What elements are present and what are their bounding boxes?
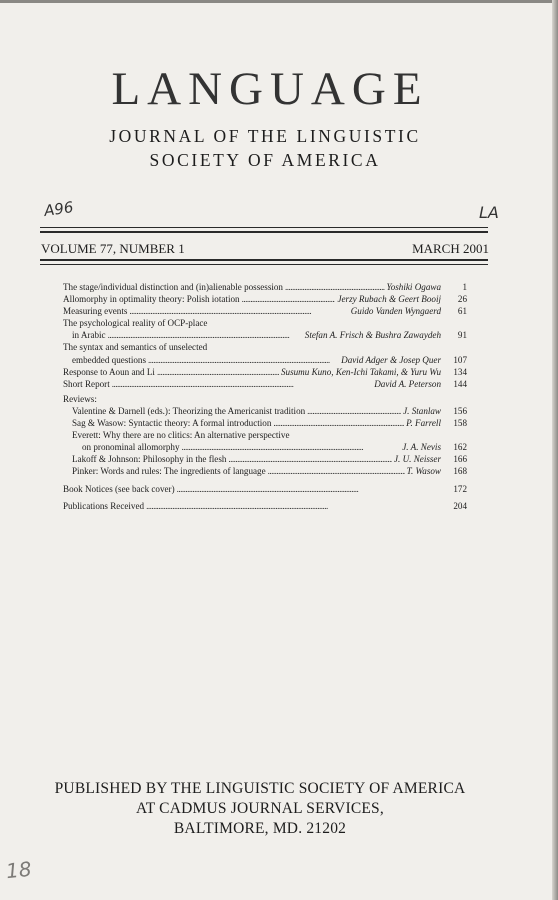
top-rule-thick (40, 231, 488, 233)
toc-title: The psychological reality of OCP-place (63, 318, 208, 329)
middle-rule (40, 264, 488, 265)
imprint-line-3: BALTIMORE, MD. 21202 (173, 820, 347, 837)
toc-page: 26 (457, 294, 467, 305)
toc-entry (63, 405, 467, 417)
toc-page: 168 (453, 466, 467, 477)
journal-title: LANGUAGE (111, 63, 429, 115)
toc-author: Guido Vanden Wyngaerd (350, 306, 441, 317)
toc-entry (63, 500, 467, 512)
toc-entry (63, 429, 467, 441)
toc-author: J. U. Neisser (394, 454, 441, 465)
toc-author: T. Wasow (406, 466, 441, 477)
toc-page: 204 (453, 500, 467, 511)
toc-title: The syntax and semantics of unselected (63, 342, 208, 353)
issue-date: MARCH 2001 (412, 241, 489, 256)
toc-entry (63, 317, 467, 329)
toc-page: 156 (453, 405, 467, 416)
toc-title: Response to Aoun and Li (63, 366, 155, 377)
toc-leader (268, 465, 405, 477)
handwritten-note-bottom: 18 (4, 856, 33, 884)
toc-leader (307, 405, 401, 417)
toc-leader (242, 293, 336, 305)
toc-author: David A. Peterson (374, 378, 441, 389)
toc-title: Book Notices (see back cover) (63, 483, 175, 494)
imprint-line-1: PUBLISHED BY THE LINGUISTIC SOCIETY OF AMERICA (54, 780, 466, 797)
middle-rule-thick (40, 259, 488, 261)
page-right-edge (552, 0, 558, 900)
toc-leader (146, 500, 439, 512)
masthead (0, 62, 520, 172)
toc-entry (63, 366, 467, 378)
toc-title: Publications Received (63, 500, 145, 511)
toc-leader (157, 366, 279, 378)
toc-page: 61 (457, 306, 467, 317)
toc-title: Reviews: (63, 393, 97, 404)
toc-title: Lakoff & Johnson: Philosophy in the flesh (72, 454, 227, 465)
toc-entry (63, 465, 467, 477)
subtitle-line-1: JOURNAL OF THE LINGUISTIC (109, 126, 421, 146)
toc-entry (63, 441, 467, 453)
toc-page: 172 (453, 483, 467, 494)
toc-entry (63, 483, 467, 495)
toc-page: 107 (453, 354, 467, 365)
toc-leader (129, 305, 348, 317)
toc-title: Pinker: Words and rules: The ingredients of language (72, 466, 266, 477)
toc-leader (228, 453, 392, 465)
toc-title: in Arabic (72, 330, 106, 341)
toc-title: Short Report (63, 378, 110, 389)
toc-title: The stage/individual distinction and (in)alienable possession (63, 282, 283, 292)
toc-author: J. Stanlaw (403, 405, 441, 416)
toc-author: J. A. Nevis (402, 442, 441, 453)
toc-author: P. Farrell (406, 418, 441, 429)
toc-leader (148, 354, 339, 366)
toc-leader (273, 417, 404, 429)
toc-author: David Adger & Josep Quer (341, 354, 441, 365)
handwritten-note-left: A96 (42, 198, 75, 220)
publisher-imprint (0, 779, 520, 839)
toc-entry (63, 329, 467, 341)
toc-entry (63, 378, 467, 390)
table-of-contents (63, 281, 467, 512)
toc-page: 166 (453, 454, 467, 465)
toc-author: Yoshiki Ogawa (386, 282, 441, 292)
toc-author: Stefan A. Frisch & Bushra Zawaydeh (304, 330, 441, 341)
toc-page: 144 (453, 378, 467, 389)
toc-page: 1 (462, 282, 467, 292)
toc-title: embedded questions (72, 354, 146, 365)
toc-page: 162 (453, 442, 467, 453)
toc-entry (63, 417, 467, 429)
toc-leader (285, 281, 385, 293)
journal-subtitle (0, 124, 520, 172)
toc-page: 91 (457, 330, 467, 341)
toc-leader (112, 378, 373, 390)
toc-entry (63, 281, 467, 293)
toc-title: Allomorphy in optimality theory: Polish iotation (63, 294, 240, 305)
toc-title: Valentine & Darnell (eds.): Theorizing the Americanist tradition (72, 405, 306, 416)
toc-section-heading (63, 393, 467, 405)
toc-leader (177, 483, 439, 495)
page-top-edge (0, 0, 558, 3)
volume-number: VOLUME 77, NUMBER 1 (41, 241, 185, 256)
toc-title: Everett: Why there are no clitics: An alternative perspective (72, 430, 290, 441)
toc-page: 134 (453, 366, 467, 377)
toc-entry (63, 293, 467, 305)
toc-entry (63, 453, 467, 465)
toc-author: Jerzy Rubach & Geert Booij (337, 294, 441, 305)
toc-entry (63, 305, 467, 317)
toc-entry (63, 341, 467, 353)
toc-page: 158 (453, 418, 467, 429)
issue-info (41, 241, 489, 257)
top-rule (40, 227, 488, 228)
imprint-line-2: AT CADMUS JOURNAL SERVICES, (136, 800, 384, 817)
toc-title: Sag & Wasow: Syntactic theory: A formal introduction (72, 418, 272, 429)
toc-author: Susumu Kuno, Ken-Ichi Takami, & Yuru Wu (281, 366, 441, 377)
toc-title: on pronominal allomorphy (82, 442, 180, 453)
toc-leader (182, 441, 401, 453)
toc-leader (108, 329, 303, 341)
toc-entry (63, 354, 467, 366)
toc-title: Measuring events (63, 306, 128, 317)
handwritten-note-right: LA (479, 203, 499, 222)
subtitle-line-2: SOCIETY OF AMERICA (149, 150, 381, 170)
